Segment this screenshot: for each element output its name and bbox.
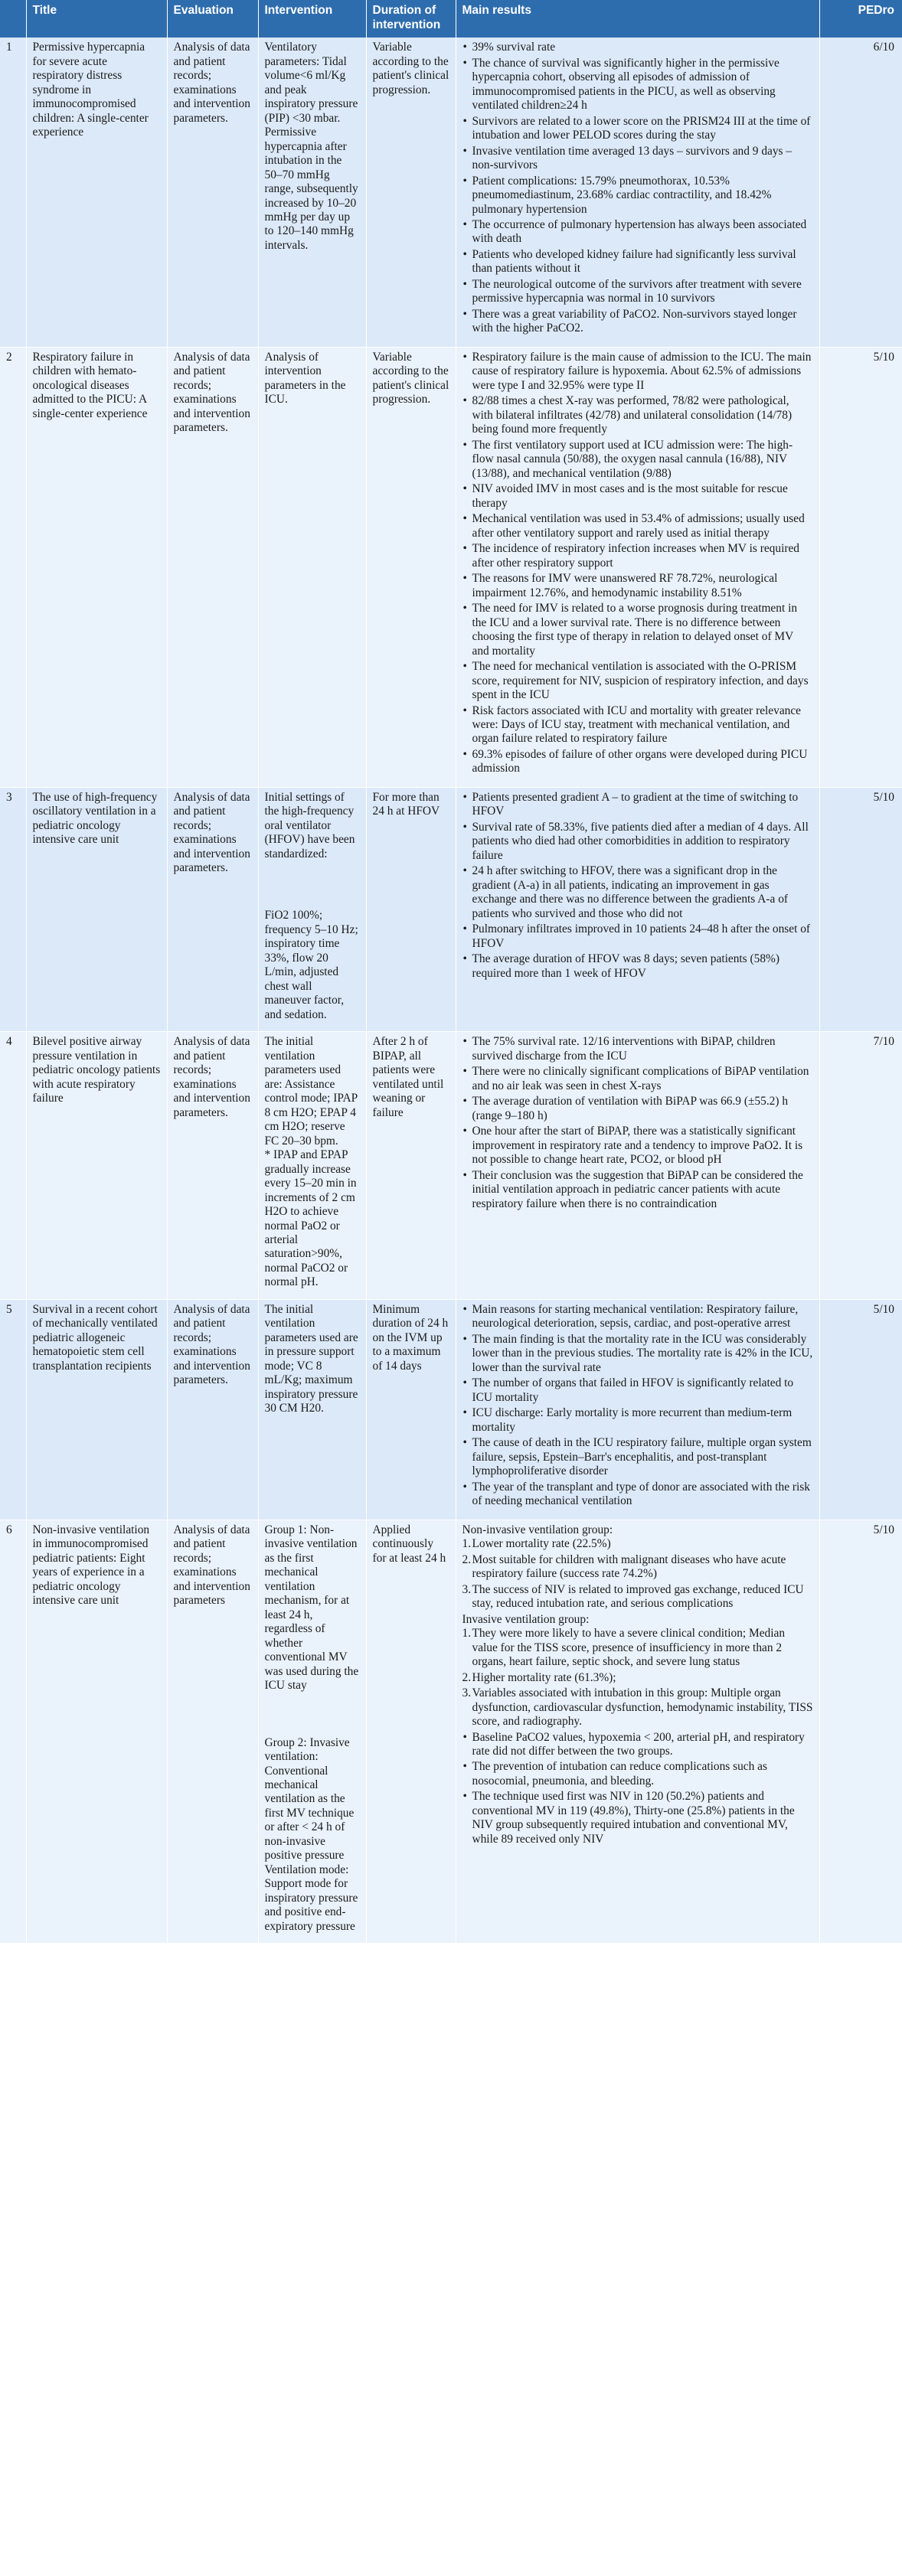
results-list <box>462 41 813 336</box>
study-duration: Variable according to the patient's clinical progression. <box>366 347 456 787</box>
group-label: Non-invasive ventilation group: <box>462 1523 613 1536</box>
table-row <box>0 1520 902 1944</box>
list-item: 2. Most suitable for children with malignant diseases who have acute respiratory failure (success rate 74.2%) <box>462 1552 786 1581</box>
header-intervention: Intervention <box>258 0 366 38</box>
results-list <box>462 351 813 776</box>
intervention-part: FiO2 100%; frequency 5–10 Hz; inspiratory time 33%, flow 20 L/min, adjusted chest wall maneuver factor, and sedation. <box>264 909 358 1021</box>
study-results <box>456 787 819 1031</box>
study-title: Respiratory failure in children with hemato-oncological diseases admitted to the PICU: A single-center experience <box>26 347 167 787</box>
result-item: • The main finding is that the mortality rate in the ICU was considerably lower than in the previous studies. The mortality rate is 42% in the ICU, lower than the survival rate <box>462 1333 813 1375</box>
result-item: • The cause of death in the ICU respiratory failure, multiple organ system failure, sepsis, Epstein–Barr's encephalitis, and post-transplant lymphoproliferative disorder <box>462 1436 813 1478</box>
study-duration: For more than 24 h at HFOV <box>366 787 456 1031</box>
header-main-results: Main results <box>456 0 819 38</box>
result-item: • The need for mechanical ventilation is associated with the O-PRISM score, requirement for NIV, suspicion of respiratory infection, and days spent in the ICU <box>462 660 813 702</box>
header-title: Title <box>26 0 167 38</box>
result-item: • There were no clinically significant complications of BiPAP ventilation and no air leak was seen in chest X-rays <box>462 1065 813 1093</box>
row-number: 1 <box>0 38 26 347</box>
numbered-list <box>462 1537 813 1611</box>
study-duration: Variable according to the patient's clinical progression. <box>366 38 456 347</box>
table-row <box>0 347 902 787</box>
study-duration: Minimum duration of 24 h on the IVM up to a maximum of 14 days <box>366 1299 456 1520</box>
results-list <box>462 791 813 981</box>
list-item: 3. Variables associated with intubation in this group: Multiple organ dysfunction, cardiovascular dysfunction, hemodynamic instability, TISS score, and radiography. <box>462 1686 813 1729</box>
study-title: Permissive hypercapnia for severe acute respiratory distress syndrome in immunocompromised children: A single-center experience <box>26 38 167 347</box>
result-item: • Baseline PaCO2 values, hypoxemia < 200, arterial pH, and respiratory rate did not differ between the two groups. <box>462 1731 813 1759</box>
study-title: Non-invasive ventilation in immunocompromised pediatric patients: Eight years of experience in a pediatric oncology intensive care unit <box>26 1520 167 1944</box>
study-title: Bilevel positive airway pressure ventilation in pediatric oncology patients with acute respiratory failure <box>26 1032 167 1300</box>
row-number: 6 <box>0 1520 26 1944</box>
result-item: • The average duration of ventilation with BiPAP was 66.9 (±55.2) h (range 9–180 h) <box>462 1095 813 1123</box>
list-item: 1. Lower mortality rate (22.5%) <box>462 1537 611 1551</box>
numbered-list <box>462 1627 813 1729</box>
header-pedro: PEDro <box>858 4 894 17</box>
study-evaluation: Analysis of data and patient records; examinations and intervention parameters. <box>167 787 258 1031</box>
result-item: • One hour after the start of BiPAP, there was a statistically significant improvement in respiratory rate and a tendency to improve PaO2. It is not possible to change heart rate, PCO2, or blood pH <box>462 1125 813 1167</box>
study-intervention: Analysis of intervention parameters in the ICU. <box>258 347 366 787</box>
result-item: • Patients presented gradient A – to gradient at the time of switching to HFOV <box>462 791 813 819</box>
table-row <box>0 787 902 1031</box>
table-row <box>0 1032 902 1300</box>
result-item: • NIV avoided IMV in most cases and is the most suitable for rescue therapy <box>462 482 813 511</box>
study-results <box>456 1032 819 1300</box>
study-intervention <box>258 787 366 1031</box>
pedro-score: 5/10 <box>819 1299 902 1520</box>
study-duration: After 2 h of BIPAP, all patients were ventilated until weaning or failure <box>366 1032 456 1300</box>
study-duration: Applied continuously for at least 24 h <box>366 1520 456 1944</box>
study-results <box>456 1520 819 1944</box>
study-results <box>456 347 819 787</box>
study-evaluation: Analysis of data and patient records; examinations and intervention parameters. <box>167 38 258 347</box>
intervention-part: Initial settings of the high-frequency oral ventilator (HFOV) have been standardized: <box>264 790 355 860</box>
pedro-score: 5/10 <box>819 1520 902 1944</box>
result-item: • The first ventilatory support used at ICU admission were: The high-flow nasal cannula (50/88), the oxygen nasal cannula (16/88), NIV (13/88), and mechanical ventilation (9/88) <box>462 439 813 481</box>
result-item: • There was a great variability of PaCO2. Non-survivors stayed longer with the higher PaCO2. <box>462 308 813 336</box>
header-number <box>0 0 26 38</box>
result-item: • 69.3% episodes of failure of other organs were developed during PICU admission <box>462 748 813 776</box>
result-item: • Survivors are related to a lower score on the PRISM24 III at the time of intubation and lower PELOD scores during the stay <box>462 115 813 143</box>
intervention-group-2: Group 2: Invasive ventilation: Conventional mechanical ventilation as the first MV technique or after < 24 h of non-invasive positive pressure Ventilation mode: Support mode for inspiratory pressure and positive end-expiratory pressure <box>264 1735 358 1933</box>
study-results <box>456 38 819 347</box>
pedro-score: 5/10 <box>819 787 902 1031</box>
intervention-part: * IPAP and EPAP gradually increase every 15–20 min in increments of 2 cm H2O to achieve normal PaO2 or arterial saturation>90%, normal PaCO2 or normal pH. <box>264 1148 357 1289</box>
result-item: • The occurrence of pulmonary hypertension has always been associated with death <box>462 218 813 246</box>
result-item: • The 75% survival rate. 12/16 interventions with BiPAP, children survived discharge from the ICU <box>462 1035 813 1063</box>
study-evaluation: Analysis of data and patient records; examinations and intervention parameters. <box>167 347 258 787</box>
result-item: • The year of the transplant and type of donor are associated with the risk of needing mechanical ventilation <box>462 1481 813 1509</box>
study-evaluation: Analysis of data and patient records; examinations and intervention parameters <box>167 1520 258 1944</box>
row-number: 5 <box>0 1299 26 1520</box>
header-evaluation: Evaluation <box>167 0 258 38</box>
row-number: 3 <box>0 787 26 1031</box>
study-intervention: Ventilatory parameters: Tidal volume<6 ml/Kg and peak inspiratory pressure (PIP) <30 mbar. Permissive hypercapnia after intubation in the 50–70 mmHg range, subsequently increased by 10–20 mmHg per day up to 120–140 mmHg intervals. <box>258 38 366 347</box>
result-item: • 39% survival rate <box>462 41 813 54</box>
result-item: • The chance of survival was significantly higher in the permissive hypercapnia cohort, observing all episodes of admission of immunocompromised patients in the PICU, as well as observing ventilated children≥24 h <box>462 57 813 113</box>
row-number: 4 <box>0 1032 26 1300</box>
study-title: The use of high-frequency oscillatory ventilation in a pediatric oncology intensive care unit <box>26 787 167 1031</box>
study-intervention: The initial ventilation parameters used are in pressure support mode; VC 8 mL/Kg; maximum inspiratory pressure 30 CM H20. <box>258 1299 366 1520</box>
pedro-score: 7/10 <box>819 1032 902 1300</box>
result-item: • The average duration of HFOV was 8 days; seven patients (58%) required more than 1 week of HFOV <box>462 952 813 981</box>
list-item: 1. They were more likely to have a severe clinical condition; Median value for the TISS score, presence of insufficiency in more than 2 organs, heart failure, septic shock, and severe lung status <box>462 1627 786 1669</box>
result-item: • 24 h after switching to HFOV, there was a significant drop in the gradient (A-a) in all patients, indicating an improvement in gas exchange and there was no difference between the gradients A-a of patients who survived and those who did not <box>462 864 813 921</box>
list-item: 3. The success of NIV is related to improved gas exchange, reduced ICU stay, reduced intubation rate, and serious complications <box>462 1582 804 1611</box>
study-evaluation: Analysis of data and patient records; examinations and intervention parameters. <box>167 1299 258 1520</box>
study-intervention <box>258 1520 366 1944</box>
result-item: • Patient complications: 15.79% pneumothorax, 10.53% pneumomediastinum, 23.68% cardiac contractility, and 18.42% pulmonary hypertension <box>462 175 813 217</box>
row-number: 2 <box>0 347 26 787</box>
results-list <box>462 1035 813 1211</box>
study-title: Survival in a recent cohort of mechanically ventilated pediatric allogeneic hematopoietic stem cell transplantation recipients <box>26 1299 167 1520</box>
pedro-score: 5/10 <box>819 347 902 787</box>
result-item: • ICU discharge: Early mortality is more recurrent than medium-term mortality <box>462 1406 813 1435</box>
study-intervention <box>258 1032 366 1300</box>
header-duration: Duration of intervention <box>366 0 456 38</box>
result-item: • The need for IMV is related to a worse prognosis during treatment in the ICU and a lower survival rate. There is no difference between choosing the first type of therapy in relation to delayed onset of MV and mortality <box>462 602 813 658</box>
study-evaluation: Analysis of data and patient records; examinations and intervention parameters. <box>167 1032 258 1300</box>
result-item: • Respiratory failure is the main cause of admission to the ICU. The main cause of respiratory failure is hypoxemia. About 62.5% of admissions were type I and 32.95% were type II <box>462 351 813 393</box>
result-item: • Invasive ventilation time averaged 13 days – survivors and 9 days – non-survivors <box>462 145 813 173</box>
result-item: • 82/88 times a chest X-ray was performed, 78/82 were pathological, with bilateral infiltrates (42/78) and unilateral consolidation (14/78) being found more frequently <box>462 394 813 436</box>
results-list <box>462 1731 813 1847</box>
result-item: • The technique used first was NIV in 120 (50.2%) patients and conventional MV in 119 (49.8%), Thirty-one (25.8%) patients in the NIV group subsequently required intubation and conventional MV, while 89 received only NIV <box>462 1790 813 1846</box>
intervention-group-1: Group 1: Non-invasive ventilation as the first mechanical ventilation mechanism, for at least 24 h, regardless of whether conventional MV was used during the ICU stay <box>264 1523 359 1693</box>
result-item: • Risk factors associated with ICU and mortality with greater relevance were: Days of ICU stay, treatment with mechanical ventilation, and organ failure related to respiratory failure <box>462 704 813 746</box>
pedro-score: 6/10 <box>819 38 902 347</box>
results-list <box>462 1303 813 1509</box>
list-item: 2. Higher mortality rate (61.3%); <box>462 1670 616 1684</box>
header-row <box>0 0 902 38</box>
intervention-part: The initial ventilation parameters used are: Assistance control mode; IPAP 8 cm H2O; EPAP 4 cm H2O; reserve FC 20–30 bpm. <box>264 1035 358 1148</box>
table-row <box>0 1299 902 1520</box>
study-results <box>456 1299 819 1520</box>
result-item: • The reasons for IMV were unanswered RF 78.72%, neurological impairment 12.76%, and hemodynamic instability 8.51% <box>462 572 813 600</box>
result-item: • The neurological outcome of the survivors after treatment with severe permissive hypercapnia was normal in 10 survivors <box>462 278 813 306</box>
result-item: • Main reasons for starting mechanical ventilation: Respiratory failure, neurological deterioration, sepsis, cardiac, and post-operative arrest <box>462 1303 813 1331</box>
result-item: • The number of organs that failed in HFOV is significantly related to ICU mortality <box>462 1376 813 1405</box>
group-label: Invasive ventilation group: <box>462 1612 590 1626</box>
result-item: • Mechanical ventilation was used in 53.4% of admissions; usually used after other ventilatory support and rarely used as initial therapy <box>462 512 813 540</box>
result-item: • Survival rate of 58.33%, five patients died after a median of 4 days. All patients who died had other comorbidities in addition to respiratory failure <box>462 821 813 863</box>
result-item: • Patients who developed kidney failure had significantly less survival than patients without it <box>462 248 813 276</box>
result-item: • The prevention of intubation can reduce complications such as nosocomial, pneumonia, and bleeding. <box>462 1760 813 1788</box>
result-item: • The incidence of respiratory infection increases when MV is required after other respiratory support <box>462 542 813 570</box>
result-item: • Pulmonary infiltrates improved in 10 patients 24–48 h after the onset of HFOV <box>462 922 813 951</box>
table-row <box>0 38 902 347</box>
result-item: • Their conclusion was the suggestion that BiPAP can be considered the initial ventilation approach in pediatric cancer patients with acute respiratory failure when there is no contraindication <box>462 1169 813 1211</box>
